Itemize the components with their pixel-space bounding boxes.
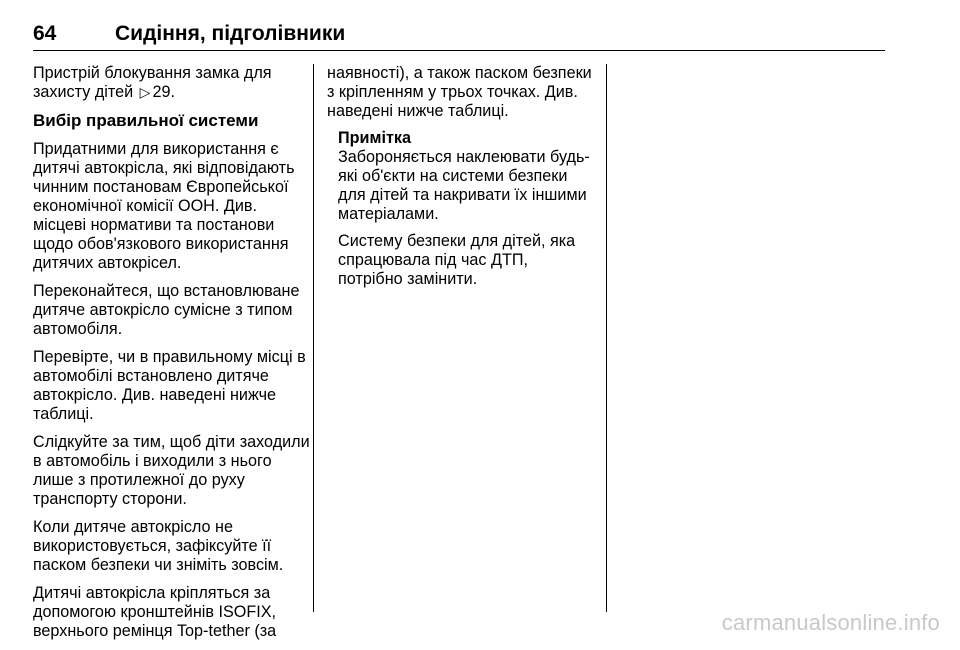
section-title: Сидіння, підголівники — [115, 22, 346, 45]
note-box — [327, 129, 597, 289]
column-divider-left — [313, 64, 314, 612]
intro-text: Пристрій блокування замка для захисту дітей — [33, 64, 272, 101]
note-label: Примітка — [338, 129, 411, 147]
page-header — [33, 22, 885, 51]
page-number: 64 — [33, 22, 57, 45]
note-paragraph: Забороняється наклеювати будь-які об'єкти на системи безпеки для дітей та накривати їх іншими матеріалами. — [338, 148, 590, 223]
body-paragraph: Слідкуйте за тим, щоб діти заходили в автомобіль і виходили з нього лише з протилежної до руху транспорту сторони. — [33, 433, 310, 508]
note-paragraph: Систему безпеки для дітей, яка спрацювала під час ДТП, потрібно замінити. — [338, 232, 576, 288]
left-column — [33, 64, 311, 650]
body-paragraph: Переконайтеся, що встановлюване дитяче автокрісло сумісне з типом автомобіля. — [33, 282, 300, 338]
body-paragraph: Коли дитяче автокрісло не використовується, зафіксуйте її паском безпеки чи зніміть зовсім. — [33, 518, 284, 574]
body-paragraph: Придатними для використання є дитячі автокрісла, які відповідають чинним постановам Європейської економічної комісії ООН. Див. місцеві нормативи та постанови щодо обов'язкового використання дитячих автокрісел. — [33, 140, 295, 272]
continuation-paragraph: наявності), а також паском безпеки з кріпленням у трьох точках. Див. наведені нижче таблиці. — [327, 64, 592, 120]
watermark-text: carmanualsonline.info — [721, 610, 940, 635]
body-paragraph: Перевірте, чи в правильному місці в автомобілі встановлено дитяче автокрісло. Див. наведені нижче таблиці. — [33, 348, 306, 423]
section-heading: Вибір правильної системи — [33, 111, 259, 130]
intro-reference: 29. — [152, 83, 175, 101]
body-paragraph: Дитячі автокрісла кріпляться за допомогою кронштейнів ISOFIX, верхнього ремінця Top-tether (за — [33, 584, 277, 640]
middle-column — [327, 64, 597, 297]
intro-paragraph — [33, 64, 311, 102]
column-divider-right — [606, 64, 607, 612]
arrow-right-icon: ▷ — [139, 84, 151, 100]
